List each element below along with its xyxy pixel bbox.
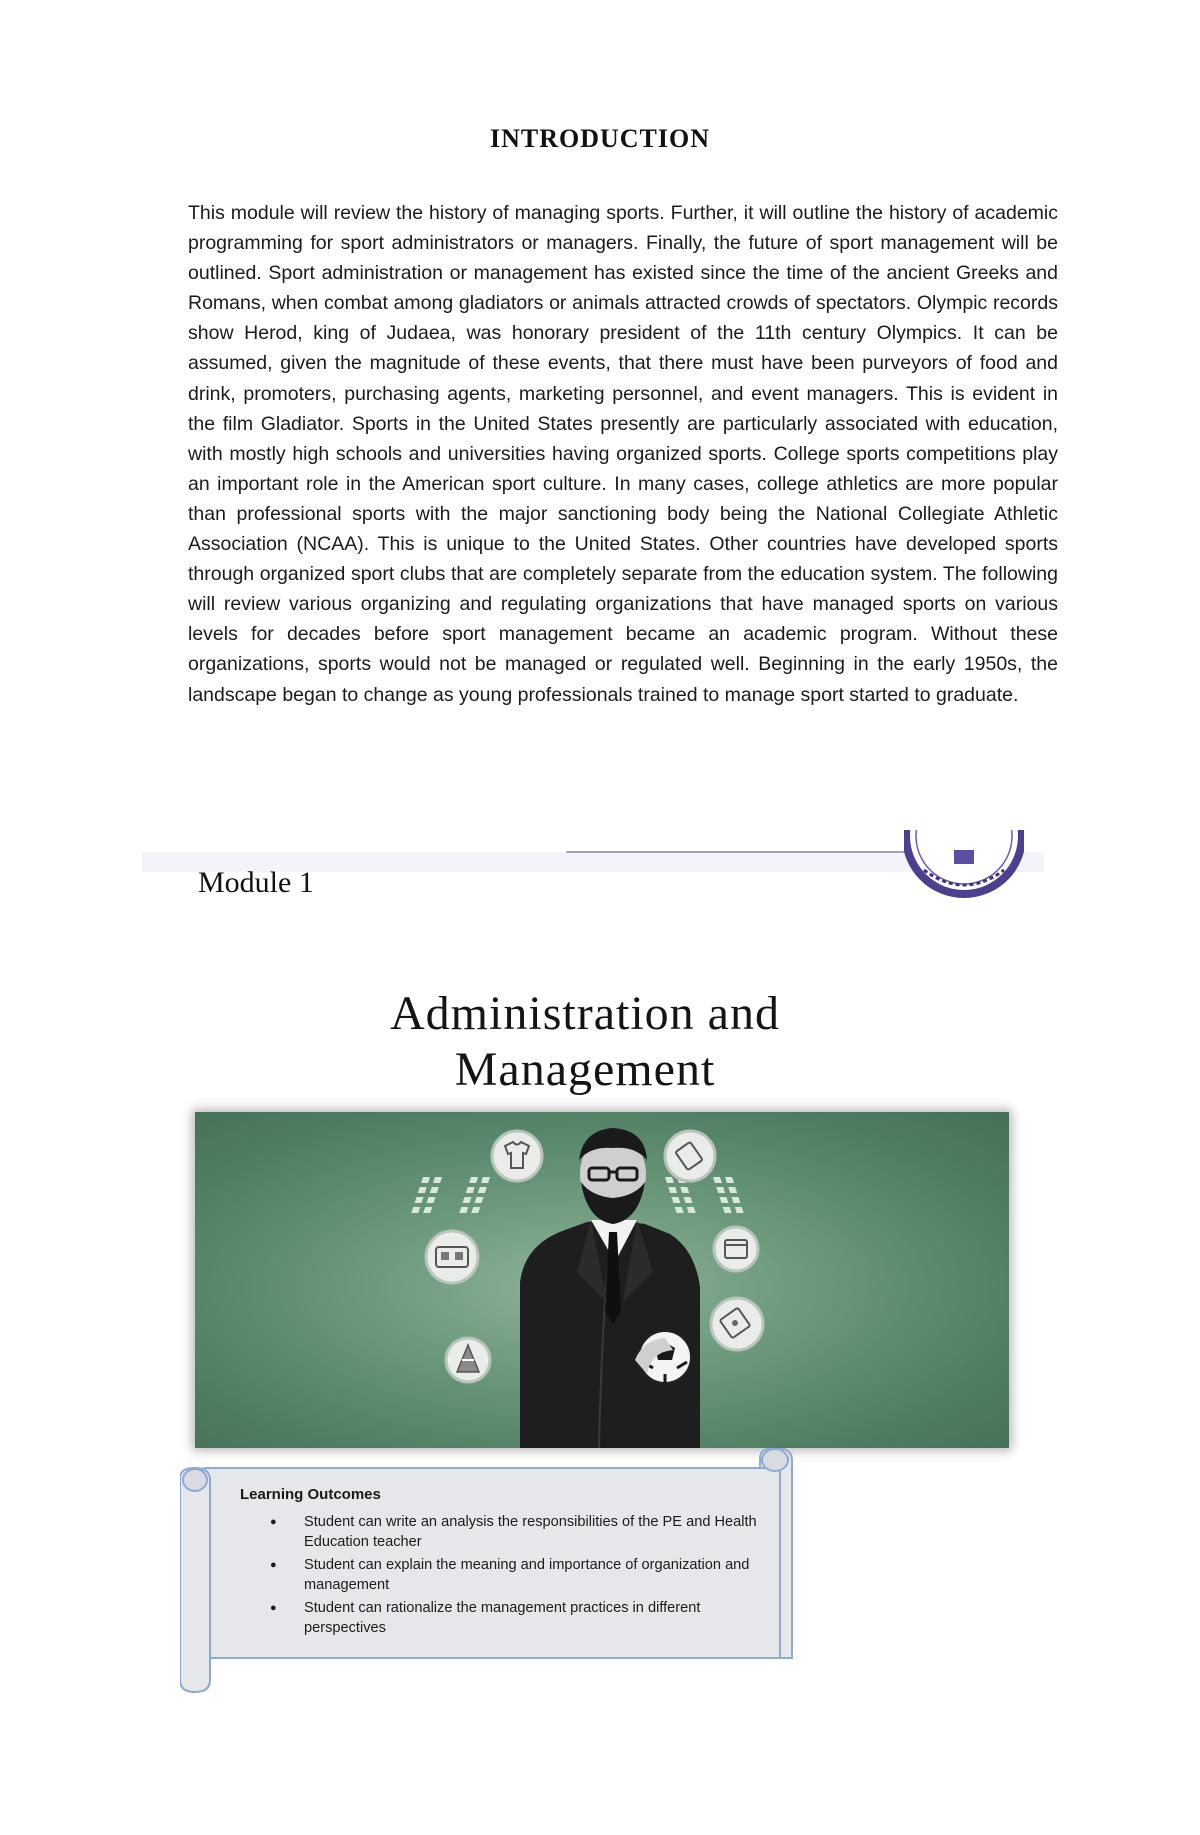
learning-outcomes-list [268,1512,768,1641]
module-label: Module 1 [198,866,314,899]
module-title [250,986,920,1098]
introduction-heading: INTRODUCTION [489,124,711,153]
module-title-line-2: Management [454,1043,716,1096]
tactics-board-icon [711,1298,763,1350]
stadium-lights-icon [411,1177,743,1213]
clipboard-icon [665,1131,715,1181]
university-seal-icon [904,830,1024,902]
list-item: ● Student can explain the meaning and importance of organization and management [268,1555,768,1595]
introduction-paragraph: This module will review the history of managing sports. Further, it will outline the history of academic programming for sport administrators or managers. Finally, the future of sport management will be outlined. Sport administration or management has existed since the time of the ancient Greeks and Romans, when combat among gladiators or animals attracted crowds of spectators. Olympic records show Herod, king of Judaea, was honorary president of the 11th century Olympics. It can be assumed, given the magnitude of these events, that there must have been purveyors of food and drink, promoters, purchasing agents, marketing personnel, and event managers. This is evident in the film Gladiator. Sports in the United States presently are particularly associated with education, with mostly high schools and universities having organized sports. College sports competitions play an important role in the American sport culture. In many cases, college athletics are more popular than professional sports with the major sanctioning body being the National Collegiate Athletic Association (NCAA). This is unique to the United States. Other countries have developed sports through organized sport clubs that are completely separate from the education system. The following will review various organizing and regulating organizations that have managed sports on various levels for decades before sport management became an academic program. Without these organizations, sports would not be managed or regulated well. Beginning in the early 1950s, the landscape began to change as young professionals trained to manage sport started to graduate. [188,202,1058,706]
module-title-line-1: Administration and [390,987,780,1040]
hero-illustration [195,1112,1009,1448]
learning-outcomes-title: Learning Outcomes [240,1486,381,1503]
calendar-icon [714,1227,758,1271]
cone-icon [446,1338,490,1382]
jersey-icon [492,1131,542,1181]
scoreboard-icon [426,1231,478,1283]
list-item: ● Student can write an analysis the responsibilities of the PE and Health Education teacher [268,1512,768,1552]
list-item: ● Student can rationalize the management practices in different perspectives [268,1598,768,1638]
